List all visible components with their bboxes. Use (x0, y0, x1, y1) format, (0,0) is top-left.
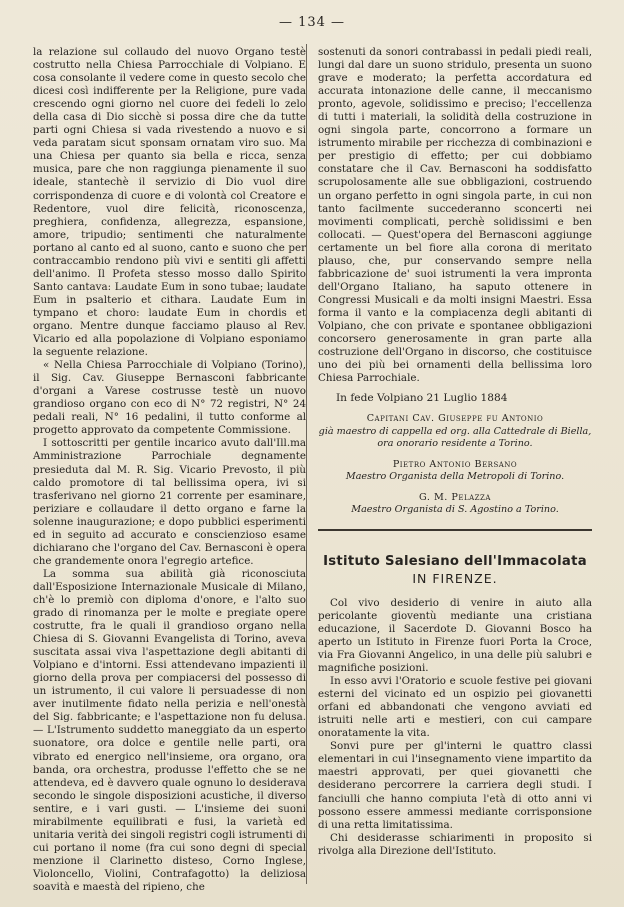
article-subtitle: IN FIRENZE. (412, 570, 498, 586)
paragraph: I sottoscritti per gentile incarico avuto dall'Ill.ma Amministrazione Parrochiale degnamente presieduta dal M. R. Sig. Vicario Prevosto, il più caldo promotore di tal bellissima opera, ivi si trasferivano nel giorno 21 corrente per esaminare, periziare e collaudare il detto organo e farne la solenne inaugurazione; e dopo pubblici esperimenti ed in seguito ad accurato e conscienzioso esame dichiarano che l'organo del Cav. Bernasconi è opera che grandemente onora l'egregio artefice. (33, 437, 306, 567)
paragraph: « Nella Chiesa Parrocchiale di Volpiano (Torino), il Sig. Cav. Giuseppe Bernasconi fabbricante d'organi a Varese costrusse testè un nuovo grandioso organo con eco di N° 72 registri, N° 24 pedali reali, N° 16 pedalini, il tutto conforme al progetto approvato da competente Commissione. (33, 359, 306, 437)
page-number: — 134 — (278, 15, 346, 30)
signature-title: già maestro di cappella ed org. alla Cattedrale di Biella, ora onorario residente a Torino. (318, 425, 592, 450)
signature-name: Pietro Antonio Bersano (392, 458, 518, 470)
signature-1 (318, 413, 592, 451)
signoff: In fede Volpiano 21 Luglio 1884 (336, 392, 508, 405)
paragraph: In esso avvi l'Oratorio e scuole festive pei giovani esterni del vicinato ed un ospizio pei giovanetti orfani ed abbandonati che vengono avviati ed istruiti nelle arti e mestieri, con cui campare onoratamente la vita. (318, 675, 592, 740)
article-istituto-salesiano (318, 553, 592, 858)
section-rule (318, 529, 592, 531)
signature-name: G. M. Pelazza (419, 491, 491, 503)
signature-3 (318, 492, 592, 517)
paragraph: Col vivo desiderio di venire in aiuto alla pericolante gioventù mediante una cristiana educazione, il Sacerdote D. Giovanni Bosco ha aperto un Istituto in Firenze fuori Porta la Croce, via Fra Giovanni Angelico, in una delle più salubri e magnifiche posizioni. (318, 596, 592, 675)
paragraph: Chi desiderasse schiarimenti in proposito si rivolga alla Direzione dell'Istituto. (318, 831, 592, 857)
signature-title: Maestro Organista della Metropoli di Torino. (345, 471, 565, 483)
right-column (318, 46, 592, 858)
signature-title: Maestro Organista di S. Agostino a Torino. (351, 504, 559, 516)
paragraph: la relazione sul collaudo del nuovo Organo testè costrutto nella Chiesa Parrocchiale di Volpiano. E cosa consolante il vedere come in questo secolo che dicesi così indifferente per la Religione, pure vada crescendo ogni giorno nel cuore dei fedeli lo zelo della casa di Dio sicchè si possa dire che da tutte parti ogni Chiesa si vada rivestendo a nuovo e si veda paratam sicut sponsam ornatam viro suo. Ma una Chiesa per quanto sia bella e ricca, senza musica, pare che non raggiunga pienamente il suo ideale, stantechè il servizio di Dio vuol dire corrispondenza di cuore e di volontà col Creatore e Redentore, vuol dire felicità, riconoscenza, preghiera, confidenza, allegrezza, espansione, amore, tripudio; sentimenti che naturalmente portano al canto ed al suono, canto e suono che per contraccambio rendono più vivi e sentiti gli affetti dell'animo. Il Profeta stesso mosso dallo Spirito Santo cantava: Laudate Eum in sono tubae; laudate Eum in psalterio et cithara. Laudate Eum in tympano et choro: laudate Eum in chordis et organo. Mentre dunque facciamo plauso al Rev. Vicario ed alla popolazione di Volpiano esponiamo la seguente relazione. (33, 46, 306, 359)
article-title: Istituto Salesiano dell'Immacolata (323, 553, 587, 569)
column-divider (306, 44, 307, 884)
left-column (33, 46, 306, 894)
paragraph: Sonvi pure per gl'interni le quattro classi elementari in cui l'insegnamento viene impartito da maestri approvati, per quei giovanetti che desiderano percorrere la carriera degli studi. I fanciulli che hanno compiuta l'età di otto anni vi possono essere ammessi mediante corrisponsione di una retta limitatissima. (318, 740, 592, 831)
paragraph: La somma sua abilità già riconosciuta dall'Esposizione Internazionale Musicale di Milano, ch'è lo premiò con diploma d'onore, e l'alto suo grado di rinomanza per le molte e pregiate opere costrutte, fra le quali il grandioso organo nella Chiesa di S. Giovanni Evangelista di Torino, aveva suscitata assai viva l'aspettazione degli abitanti di Volpiano e d'intorni. Essi attendevano impazienti il giorno della prova per compiacersi del possesso di un istrumento, il cui valore li persuadesse di non aver inutilmente fidato nella perizia e nell'onestà del Sig. fabbricante; e l'aspettazione non fu delusa. — L'Istrumento suddetto maneggiato da un esperto suonatore, ora dolce e gentile nelle parti, ora vibrato ed energico nell'insieme, ora organo, ora banda, ora orchestra, produsse l'effetto che se ne attendeva, ed è davvero quale ognuno lo desiderava secondo le singole disposizioni acustiche, il diverso sentire, e i vari gusti. — L'insieme dei suoni mirabilmente equilibrati e fusi, la varietà ed unitaria verità dei singoli registri cogli istrumenti di cui portano il nome (fra cui sono degni di special menzione il Clarinetto disteso, Corno Inglese, Violoncello, Violini, Contrafagotto) la deliziosa soavità e maestà del ripieno, che (33, 567, 306, 893)
signature-2 (318, 459, 592, 484)
signature-name: Capitani Cav. Giuseppe fu Antonio (366, 413, 544, 425)
paragraph: sostenuti da sonori contrabassi in pedali piedi reali, lungi dal dare un suono stridulo, presenta un suono grave e moderato; la perfetta accordatura ed accurata intonazione delle canne, il meccanismo pronto, agevole, solidissimo e preciso; l'eccellenza di tutti i materiali, la solidità della costruzione in ogni singola parte, concorrono a formare un istrumento mirabile per ricchezza di combinazioni e per prestigio di effetto; per cui dobbiamo constatare che il Cav. Bernasconi ha soddisfatto scrupolosamente alle sue obbligazioni, costruendo un organo perfetto in ogni singola parte, in cui non tanto facilmente succederanno sconcerti nei movimenti complicati, perchè solidissimi e ben collocati. — Quest'opera del Bernasconi aggiunge certamente un bel fiore alla corona di meritato plauso, che, pur conservando sempre nella fabbricazione de' suoi istrumenti la vera impronta dell'Organo Italiano, ha saputo ottenere in Congressi Musicali e da molti insigni Maestri. Essa forma il vanto e la compiacenza degli abitanti di Volpiano, che con private e spontanee obbligazioni concorsero generosamente in gran parte alla costruzione dell'Organo in discorso, che costituisce uno dei più bei ornamenti della bellissima loro Chiesa Parrochiale. (318, 46, 592, 385)
